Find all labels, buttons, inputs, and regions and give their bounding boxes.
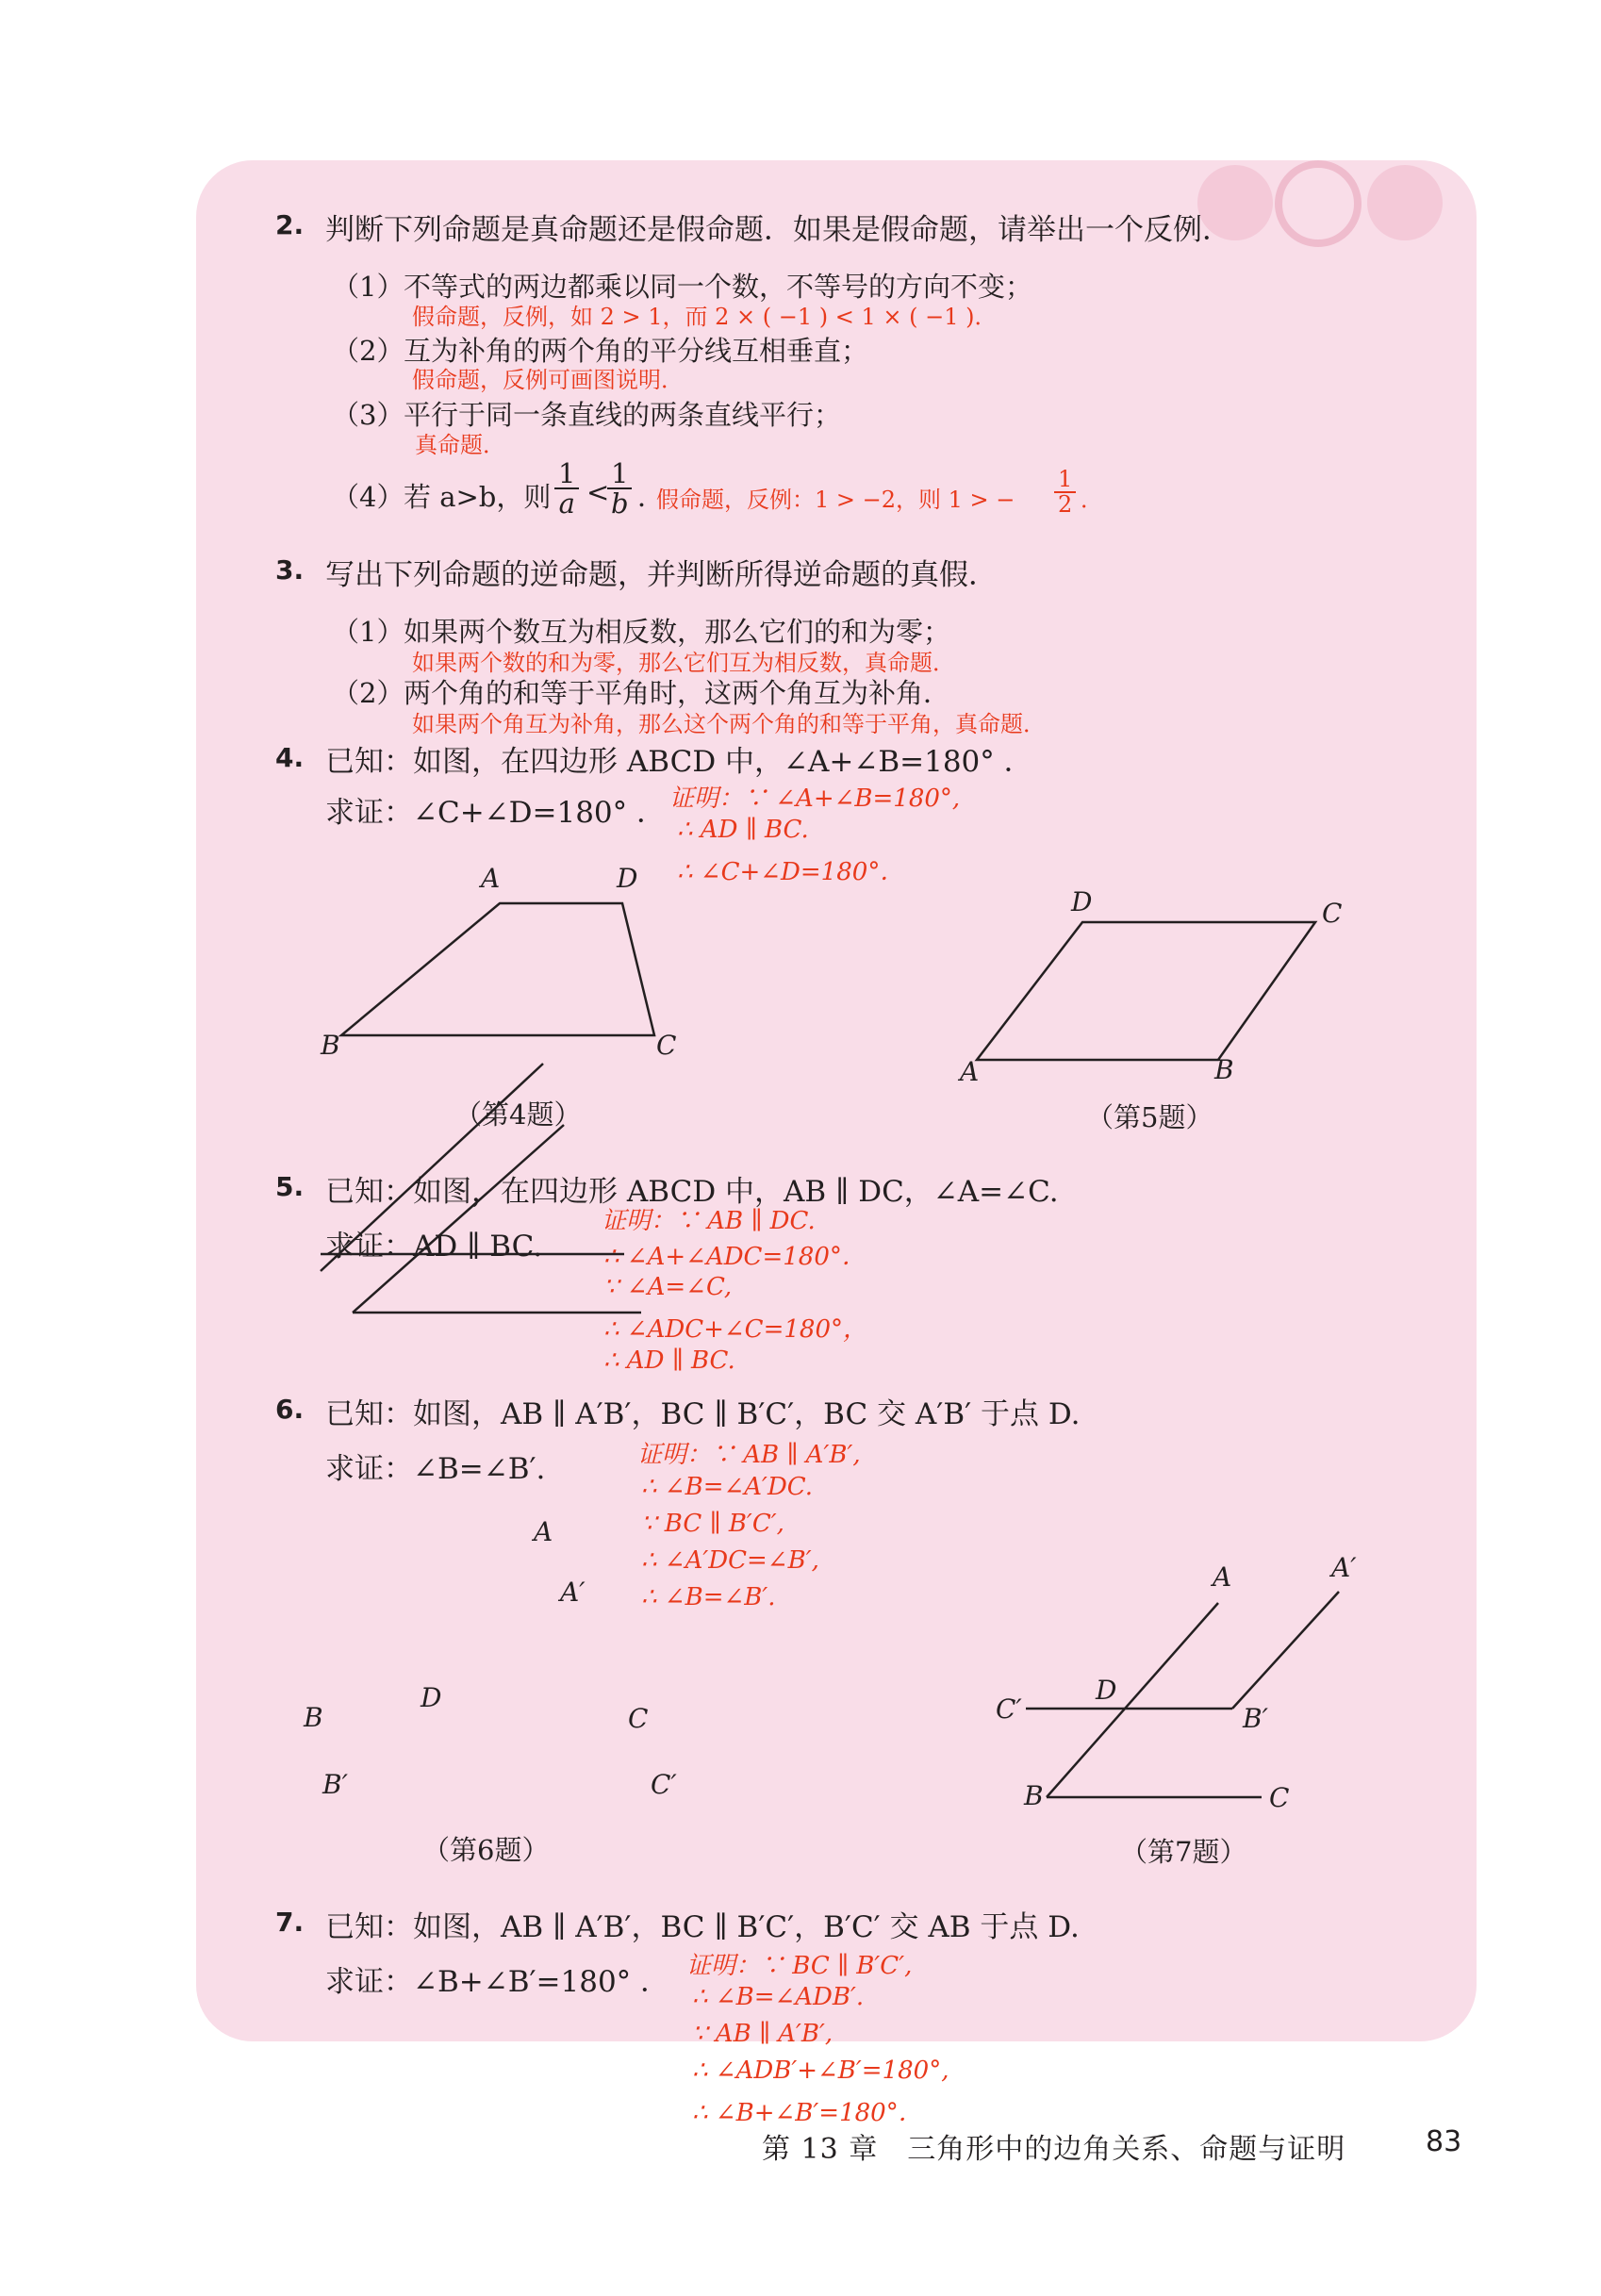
fraction: $\frac{1}{b}$ [607,459,632,519]
period: ． [637,481,666,513]
fig7-line-A2B2 [1232,1592,1339,1709]
proof-line: ∵ AB ∥ A′B′, [692,2020,834,2048]
fig4-trapezoid [341,903,654,1035]
prove-statement: 求证：∠B+∠B′=180° ． [325,1965,670,1999]
vertex-label: A [960,1056,980,1087]
vertex-label: C [1322,898,1343,929]
proof-line: ∴ ∠ADC+∠C=180°， [603,1315,867,1344]
item-label: （2） [332,335,404,367]
vertex-label: D [617,863,638,894]
question-number: 2. [275,209,305,240]
proof-line: ∴ ∠B+∠B′=180°． [692,2099,923,2127]
fig7-line-AB [1047,1603,1218,1797]
item-label: （3） [332,399,404,431]
proof-line: ∴ ∠B=∠A′DC. [641,1473,814,1501]
vertex-label: C′ [996,1693,1022,1725]
less-than: < [586,476,610,508]
item-label: （2） [332,677,404,709]
vertex-label: B [304,1702,323,1733]
answer-text: 真命题． [415,432,505,458]
question-number: 7. [275,1907,305,1938]
vertex-label: C [1269,1782,1290,1813]
item-text: 如果两个数互为相反数，那么它们的和为零； [404,616,951,648]
proof-line: ∵ BC ∥ B′C′, [641,1510,784,1538]
vertex-label: D [421,1682,442,1713]
chapter-title: 第 13 章 三角形中的边角关系、命题与证明 [762,2133,1346,2166]
answer-period: ． [1081,487,1103,513]
figure-caption: （第7题） [1120,1836,1247,1868]
item-label: （1） [332,616,404,648]
vertex-label: B [321,1030,340,1061]
figure-caption: （第4题） [454,1098,582,1131]
proof-line: 证明：∵ AB ∥ A′B′, [637,1441,861,1469]
vertex-label: A′ [1331,1552,1357,1583]
proof-line: ∴ ∠ADB′+∠B′=180°, [692,2056,949,2085]
prove-statement: 求证：∠B=∠B′. [325,1452,546,1486]
question-stem: 已知：如图，AB ∥ A′B′，BC ∥ B′C′，BC 交 A′B′ 于点 D. [325,1397,1081,1431]
figure-caption: （第5题） [1086,1101,1213,1133]
proof-line: ∵ ∠A=∠C, [603,1273,733,1301]
vertex-label: B [1024,1780,1044,1811]
proof-line: ∴ AD ∥ BC. [603,1346,735,1375]
item-text: 互为补角的两个角的平分线互相垂直； [404,335,869,367]
item-text: 两个角的和等于平角时，这两个角互为补角． [404,677,951,709]
question-stem: 写出下列命题的逆命题，并判断所得逆命题的真假． [325,558,998,592]
vertex-label: A [1213,1561,1232,1593]
proof-line: 证明：∵ ∠A+∠B=180°, [669,785,961,813]
question-number: 4. [275,742,305,773]
vertex-label: B′ [322,1769,348,1800]
answer-text: 如果两个角互为补角，那么这个两个角的和等于平角，真命题． [412,711,1046,737]
item-text: 若 a>b，则 [404,481,552,513]
proof-line: 证明：∵ BC ∥ B′C′, [686,1952,913,1980]
prove-statement: 求证：AD ∥ BC. [325,1230,543,1264]
vertex-label: C [656,1030,677,1061]
vertex-label: D [1071,886,1093,917]
vertex-label: C′ [651,1769,677,1800]
proof-line: ∴ ∠B=∠B′. [641,1583,776,1611]
answer-text: 假命题，反例可画图说明． [412,367,684,393]
proof-line: ∴ ∠C+∠D=180°． [677,858,905,886]
vertex-label: B [1214,1054,1234,1085]
answer-text: 假命题，反例，如 2 > 1，而 2 × ( −1 ) < 1 × ( −1 )． [412,304,998,330]
question-stem: 已知：如图，在四边形 ABCD 中，∠A+∠B=180° ． [325,745,1033,779]
question-stem: 已知：如图，AB ∥ A′B′，BC ∥ B′C′，B′C′ 交 AB 于点 D. [325,1910,1080,1944]
vertex-label: D [1096,1675,1117,1706]
item-text: 平行于同一条直线的两条直线平行； [404,399,842,431]
fraction: $\frac{1}{a}$ [554,459,579,519]
answer-text: 如果两个数的和为零，那么它们互为相反数，真命题． [412,650,955,676]
item-label: （4） [332,481,404,513]
page-number: 83 [1426,2125,1462,2158]
item-label: （1） [332,271,404,303]
prove-statement: 求证：∠C+∠D=180° ． [325,796,666,830]
vertex-label: B′ [1243,1703,1268,1734]
proof-line: ∴ ∠B=∠ADB′. [692,1983,865,2011]
figure-caption: （第6题） [422,1834,550,1866]
fig5-parallelogram [977,922,1315,1060]
fig6-line-A2B2 [353,1125,564,1313]
question-number: 3. [275,554,305,586]
vertex-label: A [534,1516,553,1547]
vertex-label: C [628,1703,649,1734]
answer-text: 假命题，反例：1 > −2，则 1 > − [656,487,1015,513]
question-stem: 已知：如图，在四边形 ABCD 中，AB ∥ DC，∠A=∠C. [325,1175,1059,1209]
proof-line: ∴ ∠A′DC=∠B′, [641,1546,819,1575]
proof-line: 证明：∵ AB ∥ DC. [602,1207,816,1235]
answer-fraction: $\frac{1}{2}$ [1054,468,1076,517]
vertex-label: A′ [560,1577,586,1608]
proof-line: ∴ ∠A+∠ADC=180°． [603,1243,867,1271]
item-text: 不等式的两边都乘以同一个数，不等号的方向不变； [404,271,1033,303]
question-number: 6. [275,1394,305,1425]
question-stem: 判断下列命题是真命题还是假命题．如果是假命题，请举出一个反例． [325,213,1231,247]
proof-line: ∴ AD ∥ BC. [677,816,809,844]
vertex-label: A [481,863,501,894]
question-number: 5. [275,1171,305,1202]
